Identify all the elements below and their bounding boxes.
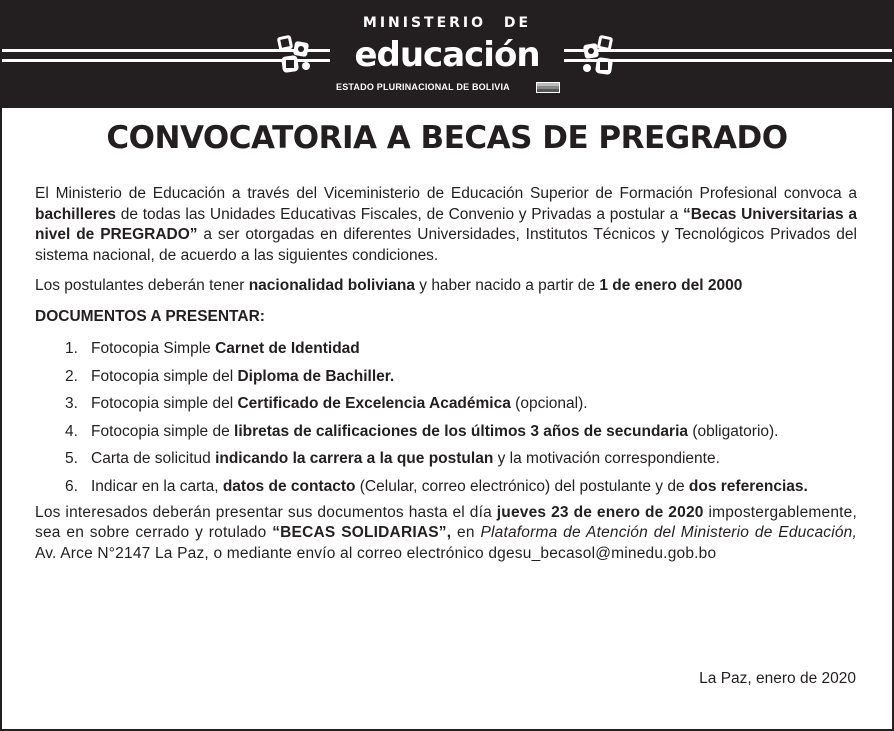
logo-educacion-text: educación: [354, 35, 540, 75]
list-item-text: Carta de solicitud: [91, 450, 216, 468]
list-item-text: Fotocopia simple del: [91, 395, 238, 413]
page-title: CONVOCATORIA A BECAS DE PREGRADO: [106, 120, 788, 156]
list-item-bold: Diploma de Bachiller.: [237, 367, 395, 385]
submission-paragraph: [35, 503, 857, 565]
list-item-number: 1.: [65, 340, 78, 357]
submission-text: Av. Arce N°2147 La Paz, o mediante envío al correo electrónico dgesu_becasol@minedu.gob.bo: [35, 544, 717, 562]
list-item-text: (Celular, correo electrónico) del postulante y de: [355, 477, 689, 495]
list-item-text: Fotocopia simple de: [91, 422, 235, 440]
submission-bold: jueves 23 de enero de 2020: [496, 503, 704, 521]
requirement-bold: 1 de enero del 2000: [599, 277, 743, 294]
logo-ministerio-text: MINISTERIO DE: [362, 15, 532, 31]
intro-bold: “Becas Universitarias a nivel de PREGRADO”: [35, 205, 857, 243]
list-item-bold: indicando la carrera a la que postulan: [215, 450, 494, 468]
list-item-text: (opcional).: [510, 395, 588, 413]
list-item-text: (obligatorio).: [688, 422, 779, 440]
list-item-text: Indicar en la carta,: [91, 477, 223, 495]
submission-text: impostergablemente, sea en sobre cerrado y rotulado: [35, 503, 857, 542]
list-item-number: 6.: [65, 477, 78, 495]
list-item: [65, 335, 857, 363]
header-banner: [2, 2, 892, 108]
submission-text: en: [451, 524, 481, 542]
documents-heading: DOCUMENTOS A PRESENTAR:: [35, 307, 265, 325]
list-item: [65, 390, 857, 418]
list-item-number: 4.: [65, 422, 78, 440]
intro-bold: bachilleres: [35, 205, 116, 223]
list-item-bold: datos de contacto: [222, 477, 356, 495]
requirement-bold: nacionalidad boliviana: [248, 277, 415, 294]
list-item: [65, 473, 857, 501]
list-item-bold: dos referencias.: [688, 477, 808, 495]
ministry-logo: [330, 10, 564, 102]
submission-text: Los interesados deberán presentar sus documentos hasta el día: [35, 503, 497, 521]
list-item-number: 3.: [65, 395, 78, 413]
list-item-number: 5.: [65, 450, 78, 468]
requirement-paragraph: [35, 276, 857, 297]
submission-bold: “BECAS SOLIDARIAS”,: [272, 524, 452, 542]
intro-text: El Ministerio de Educación a través del Viceministerio de Educación Superior de Formación Profesional convoca a: [35, 185, 857, 202]
list-item-bold: libretas de calificaciones de los últimos 3 años de secundaria: [234, 422, 689, 440]
documents-list: [65, 335, 857, 501]
list-item-text: Fotocopia Simple: [91, 340, 216, 357]
decorative-pattern-icon: [580, 32, 620, 78]
intro-text: de todas las Unidades Educativas Fiscales, de Convenio y Privadas a postular a: [116, 205, 683, 223]
list-item: [65, 445, 857, 473]
list-item: [65, 418, 857, 446]
submission-italic: Plataforma de Atención del Ministerio de Educación,: [480, 524, 858, 542]
list-item-bold: Carnet de Identidad: [215, 340, 360, 357]
closing-date: La Paz, enero de 2020: [699, 670, 856, 687]
announcement-body: [35, 184, 857, 564]
intro-text: a ser otorgadas en diferentes Universidades, Institutos Técnicos y Tecnológicos Privados del sistema nacional, de acuerdo a las siguientes condiciones.: [35, 226, 857, 264]
requirement-text: y haber nacido a partir de: [414, 277, 600, 294]
list-item-text: Fotocopia simple del: [91, 367, 238, 385]
list-item-bold: Certificado de Excelencia Académica: [237, 395, 511, 413]
list-item-number: 2.: [65, 367, 78, 385]
list-item-text: y la motivación correspondiente.: [493, 450, 720, 468]
logo-estado-text: ESTADO PLURINACIONAL DE BOLIVIA: [336, 82, 510, 92]
list-item: [65, 363, 857, 391]
flag-icon: [536, 82, 560, 93]
intro-paragraph: [35, 184, 857, 266]
decorative-pattern-icon: [274, 32, 314, 78]
requirement-text: Los postulantes deberán tener: [35, 277, 249, 294]
